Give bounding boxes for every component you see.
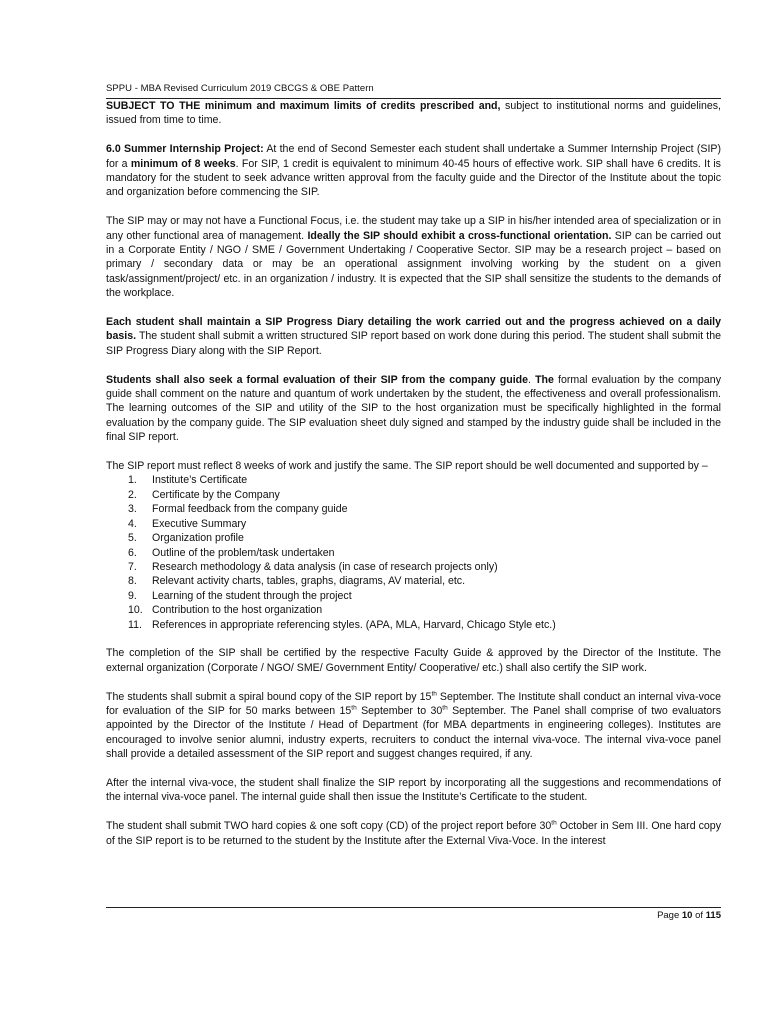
list-item-text: Outline of the problem/task undertaken	[152, 546, 335, 559]
sip-intro-text-2: . For SIP, 1 credit is equivalent to minimum 40-45 hours of effective work. SIP shall have 6 credits. It is mandatory for the student to seek advance written approval from the faculty guide and the Director of the Institute about the topic and organization before commencing the SIP.	[106, 157, 721, 199]
document-body	[106, 99, 721, 848]
spiral-text-4: September. The Panel shall comprise of two evaluators appointed by the Director of the Institute / Head of Department (for MBA departments in engineering colleges). Institutes are encouraged to involve senior alumni, industry experts, recruiters to conduct the internal viva-voce. The internal viva-voce panel shall provide a detailed assessment of the SIP report and suggest changes required, if any.	[106, 704, 721, 761]
page-of-label: of	[692, 910, 706, 921]
spiral-text-2: September. The Institute shall conduct an internal viva-voce for evaluation of the SIP for 50 marks between 15	[106, 690, 721, 717]
evaluation-bold: Students shall also seek a formal evaluation of their SIP from the company guide	[106, 373, 529, 386]
ordinal-suffix: th	[351, 704, 357, 712]
list-item-text: Relevant activity charts, tables, graphs, diagrams, AV material, etc.	[152, 575, 466, 588]
list-item	[106, 531, 721, 545]
list-item-number: 3.	[128, 503, 137, 516]
sip-intro-text: At the end of Second Semester each student shall undertake a Summer Internship Project (SIP) for a	[106, 143, 721, 170]
list-item-number: 5.	[128, 532, 137, 545]
list-item-number: 9.	[128, 589, 137, 602]
ordinal-suffix: th	[442, 704, 448, 712]
list-item-number: 7.	[128, 560, 137, 573]
page-label: Page	[657, 910, 682, 921]
list-item-text: Institute’s Certificate	[152, 474, 248, 487]
list-item-number: 1.	[128, 474, 137, 487]
credits-bold-lead: SUBJECT TO THE minimum and maximum limits of credits prescribed and,	[106, 100, 501, 112]
list-item-text: References in appropriate referencing styles. (APA, MLA, Harvard, Chicago Style etc.)	[152, 618, 556, 631]
list-item	[106, 560, 721, 574]
evaluation-text: .	[528, 373, 536, 386]
paragraph-functional-focus	[106, 214, 721, 300]
list-item-number: 2.	[128, 488, 137, 501]
diary-text: The student shall submit a written structured SIP report based on work done during this period. The student shall submit the SIP Progress Diary along with the SIP Report.	[106, 330, 721, 357]
list-item-text: Learning of the student through the project	[152, 589, 352, 602]
focus-text-2: SIP can be carried out in a Corporate Entity / NGO / SME / Government Undertaking / Cooperative Sector. SIP may be a research project – based on primary / secondary data or may be an operational assignment involving working by the student on a given task/assignment/project/ etc. in an organization / industry. It is expected that the SIP shall sensitize the students to the demands of the workplace.	[106, 229, 722, 300]
paragraph-report-intro: The SIP report must reflect 8 weeks of work and justify the same. The SIP report should be well documented and supported by –	[106, 460, 708, 473]
sip-duration-bold: minimum of 8 weeks	[130, 157, 236, 170]
list-item	[106, 473, 721, 487]
list-item-text: Formal feedback from the company guide	[152, 503, 348, 516]
ordinal-suffix: th	[431, 690, 437, 698]
paragraph-hard-copies	[106, 819, 721, 848]
footer-rule	[106, 907, 721, 908]
list-item-text: Certificate by the Company	[152, 488, 280, 501]
list-item-number: 8.	[128, 575, 137, 588]
list-item-text: Executive Summary	[152, 517, 247, 530]
list-item-number: 10.	[128, 604, 143, 617]
paragraph-evaluation	[106, 373, 721, 445]
section-heading: 6.0 Summer Internship Project:	[106, 143, 264, 156]
spiral-text-3: September to 30	[356, 704, 443, 717]
diary-bold: Each student shall maintain a SIP Progress Diary detailing the work carried out and the progress achieved on a daily basis.	[106, 316, 721, 343]
hardcopies-text: The student shall submit TWO hard copies & one soft copy (CD) of the project report before 30	[106, 820, 552, 833]
report-contents-list	[106, 473, 721, 631]
list-item	[106, 589, 721, 603]
paragraph-credits	[106, 99, 721, 128]
paragraph-after-viva: After the internal viva-voce, the student shall finalize the SIP report by incorporating all the suggestions and recommendations of the internal viva-voce panel. The internal guide shall then issue the Institute’s Certificate to the student.	[106, 776, 721, 804]
focus-text: The SIP may or may not have a Functional Focus, i.e. the student may take up a SIP in his/her intended area of specialization or in any other functional area of management.	[106, 215, 721, 242]
focus-bold: Ideally the SIP should exhibit a cross-functional orientation.	[307, 229, 612, 242]
page-total: 115	[705, 910, 721, 921]
list-item	[106, 574, 721, 588]
running-header: SPPU - MBA Revised Curriculum 2019 CBCGS & OBE Pattern	[106, 83, 374, 94]
credits-text: subject to institutional norms and guidelines, issued from time to time.	[106, 100, 721, 127]
paragraph-progress-diary	[106, 315, 721, 358]
ordinal-suffix: th	[551, 819, 557, 827]
list-item	[106, 546, 721, 560]
list-item	[106, 502, 721, 516]
list-item-number: 11.	[128, 618, 142, 631]
list-item	[106, 603, 721, 617]
list-item	[106, 488, 721, 502]
list-item-text: Research methodology & data analysis (in case of research projects only)	[152, 560, 498, 573]
evaluation-text-2: formal evaluation by the company guide shall comment on the nature and quantum of work undertaken by the student, the effectiveness and overall professionalism. The learning outcomes of the SIP and utility of the SIP to the host organization must be specifically highlighted in the formal evaluation by the company guide. The SIP evaluation sheet duly signed and stamped by the industry guide shall be included in the final SIP report.	[106, 373, 721, 444]
list-item-number: 6.	[128, 546, 137, 559]
hardcopies-text-2: October in Sem III. One hard copy of the SIP report is to be returned to the student by the Institute after the External Viva-Voce. In the interest	[106, 820, 721, 847]
list-item	[106, 517, 721, 531]
paragraph-certification: The completion of the SIP shall be certified by the respective Faculty Guide & approved by the Director of the Institute. The external organization (Corporate / NGO/ SME/ Government Entity/ Cooperative/ etc.) shall also certify the SIP work.	[106, 647, 721, 674]
list-item-number: 4.	[128, 517, 137, 530]
list-item-text: Organization profile	[152, 532, 244, 545]
paragraph-sip-intro	[106, 142, 721, 200]
evaluation-bold-2: The	[535, 373, 554, 386]
page-current: 10	[681, 910, 693, 921]
list-item	[106, 618, 721, 632]
list-item-text: Contribution to the host organization	[152, 604, 323, 617]
paragraph-spiral-copy	[106, 690, 721, 762]
page-number	[657, 910, 721, 921]
spiral-text: The students shall submit a spiral bound copy of the SIP report by 15	[106, 690, 432, 703]
